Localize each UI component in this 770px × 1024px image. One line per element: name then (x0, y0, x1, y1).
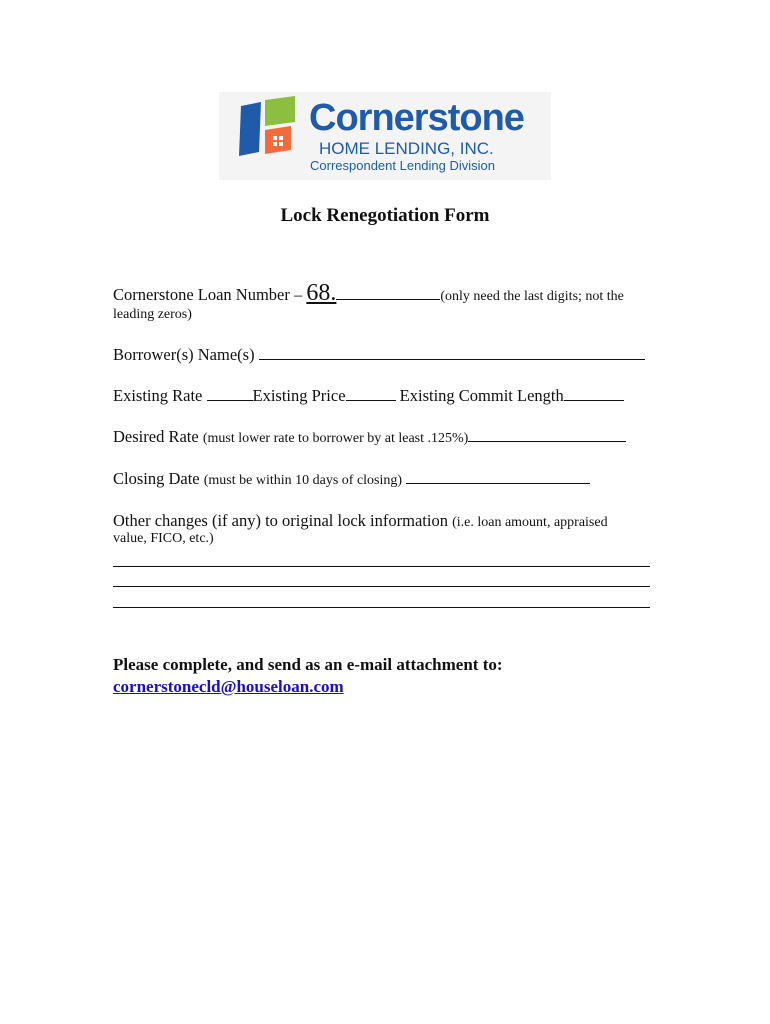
other-changes-line-3[interactable] (113, 607, 650, 608)
borrower-name-field[interactable] (259, 345, 645, 360)
logo-mark-icon (219, 92, 309, 180)
borrower-label: Borrower(s) Name(s) (113, 345, 255, 364)
existing-price-label: Existing Price (252, 386, 346, 405)
existing-rate-field[interactable] (207, 386, 253, 401)
desired-rate-note: (must lower rate to borrower by at least .125%) (202, 431, 469, 446)
logo-subtitle: HOME LENDING, INC. (319, 139, 494, 158)
loan-number-label: Cornerstone Loan Number – (113, 285, 303, 304)
other-changes-line-2[interactable] (113, 586, 650, 587)
other-changes-note-continued: value, FICO, etc.) (113, 531, 214, 546)
other-changes-row (113, 511, 608, 531)
loan-number-note: (only need the last digits; not the (440, 289, 624, 304)
existing-rate-label: Existing Rate (113, 386, 203, 405)
existing-commit-label: Existing Commit Length (399, 386, 564, 405)
other-changes-label: Other changes (if any) to original lock information (113, 511, 448, 530)
logo-division: Correspondent Lending Division (310, 158, 496, 173)
submission-instructions (113, 654, 503, 698)
loan-number-field[interactable] (336, 285, 440, 300)
loan-number-row (113, 280, 624, 307)
closing-date-label: Closing Date (113, 469, 200, 488)
email-link[interactable]: cornerstonecld@houseloan.com (113, 677, 344, 696)
existing-price-field[interactable] (346, 386, 396, 401)
desired-rate-label: Desired Rate (113, 427, 199, 446)
desired-rate-field[interactable] (468, 427, 626, 442)
closing-date-row (113, 469, 590, 489)
desired-rate-row (113, 427, 626, 447)
submission-text: Please complete, and send as an e-mail attachment to: (113, 655, 503, 674)
form-title: Lock Renegotiation Form (280, 205, 490, 226)
other-changes-note: (i.e. loan amount, appraised (452, 515, 608, 530)
closing-date-field[interactable] (406, 469, 590, 484)
borrower-row (113, 345, 645, 365)
other-changes-line-1[interactable] (113, 566, 650, 567)
loan-number-note-continued: leading zeros) (113, 307, 192, 322)
existing-terms-row (113, 386, 624, 406)
closing-date-note: (must be within 10 days of closing) (203, 473, 403, 488)
company-logo (219, 92, 551, 180)
logo-company-name: Cornerstone (309, 97, 524, 139)
loan-number-prefix: 68. (306, 280, 337, 306)
existing-commit-field[interactable] (564, 386, 624, 401)
